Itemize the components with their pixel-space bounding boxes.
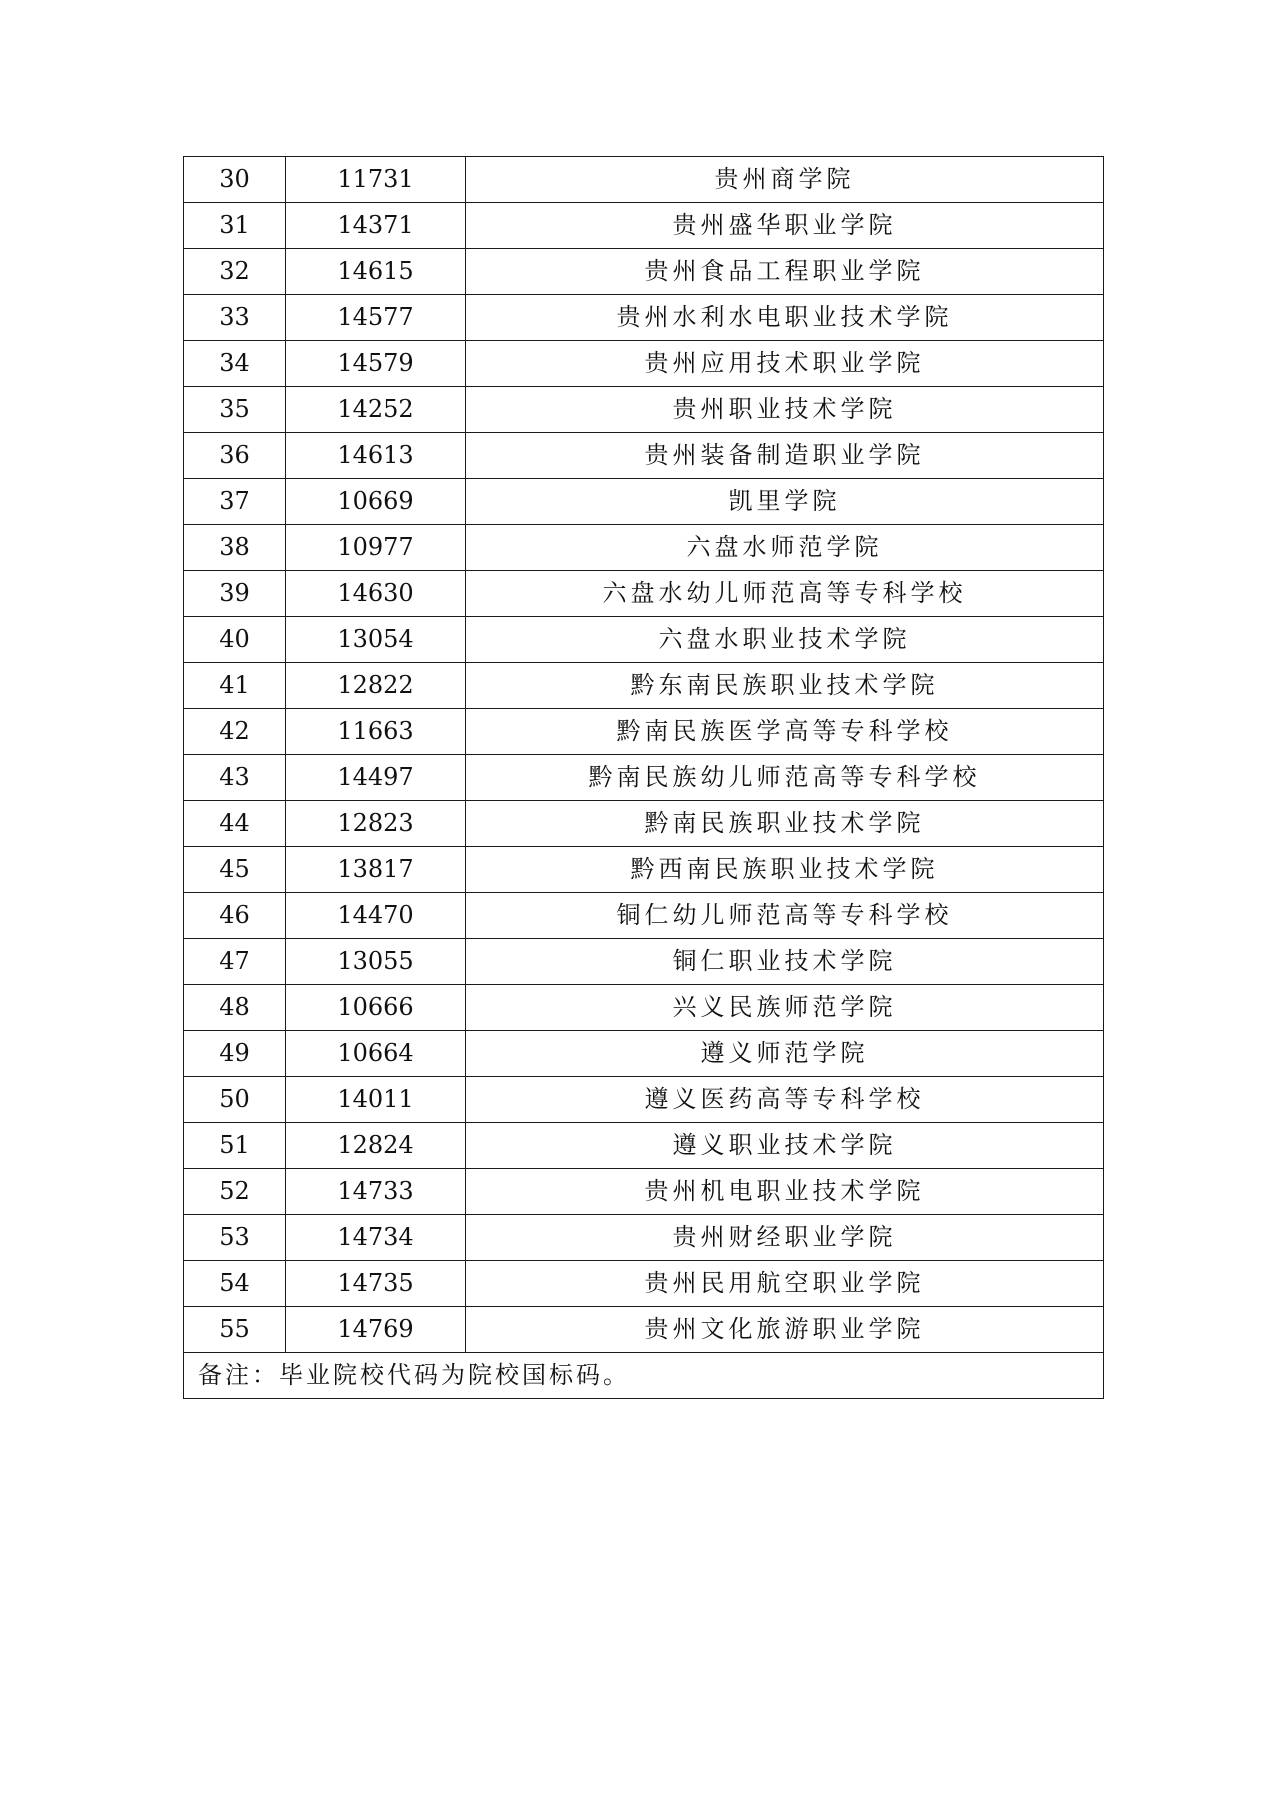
table-row <box>184 249 1104 295</box>
school-name: 贵州文化旅游职业学院 <box>466 1307 1104 1353</box>
table-note: 备注：毕业院校代码为院校国标码。 <box>184 1353 1104 1399</box>
table-body <box>184 157 1104 1399</box>
row-number: 32 <box>184 249 286 295</box>
school-code: 10666 <box>286 985 466 1031</box>
table-row <box>184 755 1104 801</box>
school-name: 黔东南民族职业技术学院 <box>466 663 1104 709</box>
school-name: 贵州财经职业学院 <box>466 1215 1104 1261</box>
table-row <box>184 157 1104 203</box>
row-number: 42 <box>184 709 286 755</box>
school-code: 14735 <box>286 1261 466 1307</box>
school-name: 贵州职业技术学院 <box>466 387 1104 433</box>
school-code: 11731 <box>286 157 466 203</box>
table-row <box>184 985 1104 1031</box>
row-number: 49 <box>184 1031 286 1077</box>
table-row <box>184 893 1104 939</box>
school-code: 14497 <box>286 755 466 801</box>
table-row <box>184 1307 1104 1353</box>
school-code: 13054 <box>286 617 466 663</box>
row-number: 33 <box>184 295 286 341</box>
table-row <box>184 433 1104 479</box>
school-code: 14613 <box>286 433 466 479</box>
table-row <box>184 1261 1104 1307</box>
school-code: 10669 <box>286 479 466 525</box>
row-number: 40 <box>184 617 286 663</box>
school-name: 黔西南民族职业技术学院 <box>466 847 1104 893</box>
school-name: 贵州盛华职业学院 <box>466 203 1104 249</box>
school-name: 遵义职业技术学院 <box>466 1123 1104 1169</box>
school-code: 14371 <box>286 203 466 249</box>
table-row <box>184 663 1104 709</box>
row-number: 47 <box>184 939 286 985</box>
school-code-table <box>183 156 1104 1399</box>
row-number: 52 <box>184 1169 286 1215</box>
table-row <box>184 295 1104 341</box>
table-row <box>184 571 1104 617</box>
row-number: 30 <box>184 157 286 203</box>
school-name: 贵州应用技术职业学院 <box>466 341 1104 387</box>
school-code: 14615 <box>286 249 466 295</box>
school-name: 铜仁幼儿师范高等专科学校 <box>466 893 1104 939</box>
school-name: 六盘水职业技术学院 <box>466 617 1104 663</box>
row-number: 34 <box>184 341 286 387</box>
school-name: 贵州商学院 <box>466 157 1104 203</box>
row-number: 54 <box>184 1261 286 1307</box>
row-number: 46 <box>184 893 286 939</box>
table-row <box>184 709 1104 755</box>
school-code: 14579 <box>286 341 466 387</box>
table-row <box>184 525 1104 571</box>
row-number: 31 <box>184 203 286 249</box>
school-code: 13055 <box>286 939 466 985</box>
table-row <box>184 1031 1104 1077</box>
table-row <box>184 1215 1104 1261</box>
school-name: 遵义医药高等专科学校 <box>466 1077 1104 1123</box>
school-code: 14769 <box>286 1307 466 1353</box>
row-number: 39 <box>184 571 286 617</box>
table-row <box>184 341 1104 387</box>
row-number: 37 <box>184 479 286 525</box>
row-number: 43 <box>184 755 286 801</box>
school-name: 贵州装备制造职业学院 <box>466 433 1104 479</box>
note-row <box>184 1353 1104 1399</box>
school-name: 六盘水师范学院 <box>466 525 1104 571</box>
table-row <box>184 1077 1104 1123</box>
school-code: 14630 <box>286 571 466 617</box>
school-name: 黔南民族幼儿师范高等专科学校 <box>466 755 1104 801</box>
school-code: 14252 <box>286 387 466 433</box>
school-name: 贵州民用航空职业学院 <box>466 1261 1104 1307</box>
school-code: 14577 <box>286 295 466 341</box>
table-row <box>184 801 1104 847</box>
row-number: 48 <box>184 985 286 1031</box>
row-number: 44 <box>184 801 286 847</box>
table-row <box>184 847 1104 893</box>
row-number: 50 <box>184 1077 286 1123</box>
row-number: 45 <box>184 847 286 893</box>
school-name: 六盘水幼儿师范高等专科学校 <box>466 571 1104 617</box>
school-code: 12824 <box>286 1123 466 1169</box>
table-row <box>184 1169 1104 1215</box>
school-name: 贵州食品工程职业学院 <box>466 249 1104 295</box>
table-row <box>184 203 1104 249</box>
school-name: 贵州机电职业技术学院 <box>466 1169 1104 1215</box>
table-row <box>184 387 1104 433</box>
school-code: 14733 <box>286 1169 466 1215</box>
school-name: 遵义师范学院 <box>466 1031 1104 1077</box>
school-name: 铜仁职业技术学院 <box>466 939 1104 985</box>
table-row <box>184 939 1104 985</box>
school-code: 12822 <box>286 663 466 709</box>
school-code: 13817 <box>286 847 466 893</box>
row-number: 51 <box>184 1123 286 1169</box>
school-code: 10977 <box>286 525 466 571</box>
school-code: 14734 <box>286 1215 466 1261</box>
table-row <box>184 1123 1104 1169</box>
row-number: 36 <box>184 433 286 479</box>
school-code: 12823 <box>286 801 466 847</box>
school-name: 凯里学院 <box>466 479 1104 525</box>
row-number: 53 <box>184 1215 286 1261</box>
row-number: 41 <box>184 663 286 709</box>
school-code: 10664 <box>286 1031 466 1077</box>
school-name: 黔南民族职业技术学院 <box>466 801 1104 847</box>
school-name: 黔南民族医学高等专科学校 <box>466 709 1104 755</box>
school-code: 14470 <box>286 893 466 939</box>
row-number: 35 <box>184 387 286 433</box>
school-name: 兴义民族师范学院 <box>466 985 1104 1031</box>
table-row <box>184 617 1104 663</box>
table-row <box>184 479 1104 525</box>
row-number: 55 <box>184 1307 286 1353</box>
school-code: 11663 <box>286 709 466 755</box>
school-name: 贵州水利水电职业技术学院 <box>466 295 1104 341</box>
school-code: 14011 <box>286 1077 466 1123</box>
row-number: 38 <box>184 525 286 571</box>
